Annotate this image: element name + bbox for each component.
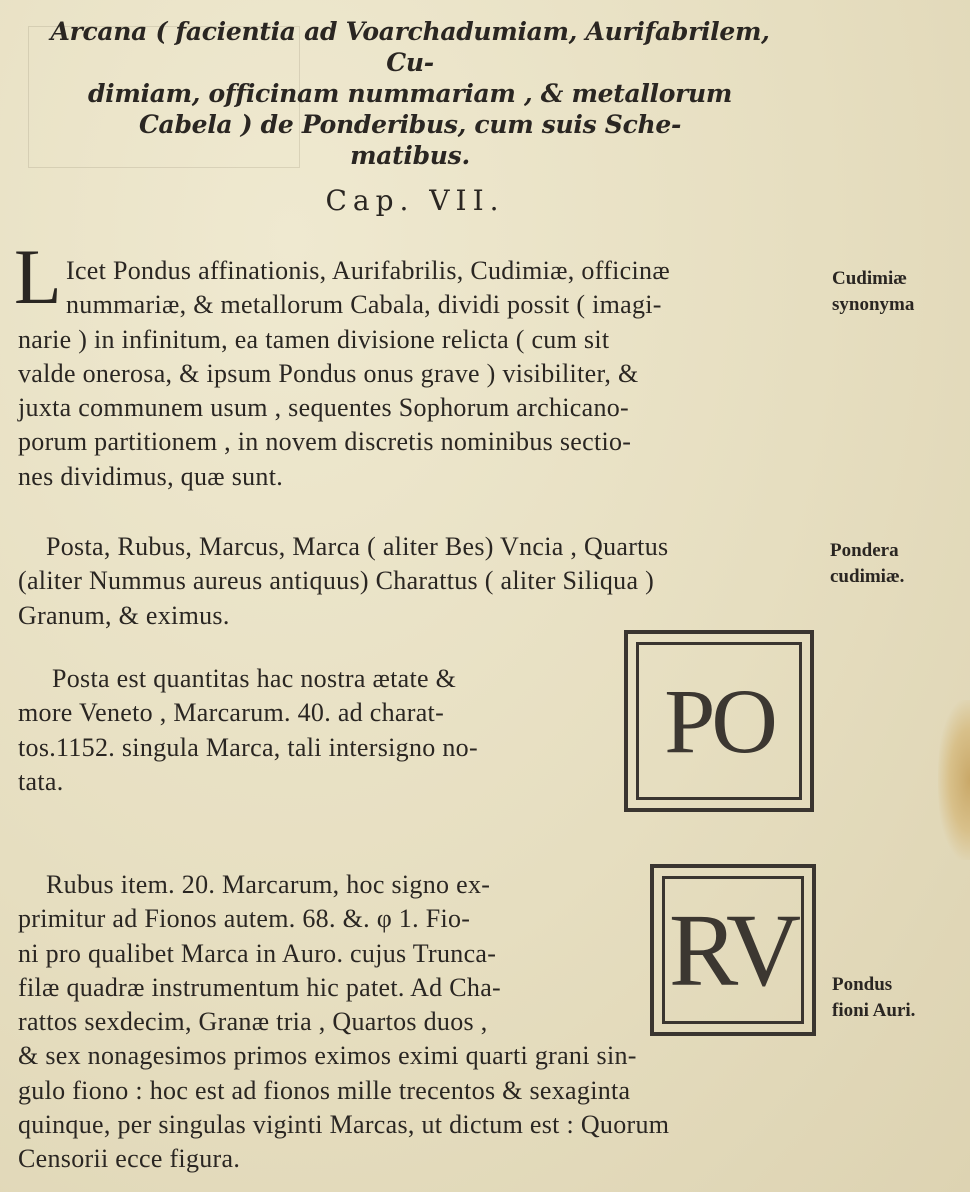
section-heading [40,16,780,171]
text-line: narie ) in infinitum, ea tamen divisione relicta ( cum sit [18,324,610,354]
margin-note-3 [832,972,915,1024]
text-line: primitur ad Fionos autem. 68. &. φ 1. Fio- [18,904,471,934]
drop-cap: L [14,233,62,320]
rubus-sign-glyph: RV [668,892,798,1008]
text-line: Rubus item. 20. Marcarum, hoc signo ex- [46,870,491,899]
text-line: nes dividimus, quæ sunt. [18,461,284,491]
margin-note-1 [832,266,914,318]
text-line: Posta est quantitas hac nostra ætate & [52,664,457,693]
text-line: (aliter Nummus aureus antiquus) Charattus ( aliter Siliqua ) [18,566,655,596]
text-line: ni pro qualibet Marca in Auro. cujus Trunca- [18,938,497,968]
paragraph-1 [18,254,670,494]
margin-note-line: Pondus [832,974,893,995]
margin-note-line: Cudimiæ [832,268,907,289]
text-line: juxta communem usum , sequentes Sophorum archicano- [18,393,630,423]
paragraph-2 [18,530,668,633]
rubus-sign-box [650,864,816,1036]
margin-note-line: Pondera [830,540,899,561]
margin-note-2 [830,538,904,590]
text-line: valde onerosa, & ipsum Pondus onus grave ) visibiliter, & [18,358,639,388]
text-line: Granum, & eximus. [18,600,230,630]
text-line: tos.1152. singula Marca, tali intersigno no- [18,732,478,762]
heading-line-4: matibus. [350,141,470,170]
paragraph-3 [18,662,478,799]
posta-sign-box [624,630,814,812]
heading-line-3: Cabela ) de Ponderibus, cum suis Sche- [138,110,682,139]
chapter-title: Cap. VII. [325,184,505,217]
margin-note-line: fioni Auri. [832,1000,916,1021]
paper-stain [938,700,970,860]
text-line: gulo fiono : hoc est ad fionos mille trecentos & sexaginta [18,1075,631,1105]
margin-note-line: synonyma [832,294,915,315]
text-line: quinque, per singulas viginti Marcas, ut dictum est : Quorum [18,1110,670,1140]
text-line: rattos sexdecim, Granæ tria , Quartos duos , [18,1007,488,1037]
heading-line-2: dimiam, officinam nummariam , & metallorum [87,79,733,108]
text-line: Censorii ecce figura. [18,1144,241,1174]
text-line: tata. [18,766,64,796]
text-line: Posta, Rubus, Marcus, Marca ( aliter Bes) Vncia , Quartus [46,532,669,561]
text-line: & sex nonagesimos primos eximos eximi quarti grani sin- [18,1041,637,1071]
margin-note-line: cudimiæ. [830,566,905,587]
text-line: filæ quadræ instrumentum hic patet. Ad Cha- [18,972,501,1002]
heading-line-1: Arcana ( facientia ad Voarchadumiam, Aurifabrilem, Cu- [50,17,770,77]
paragraph-4 [18,868,669,1177]
posta-sign-glyph: PO [664,670,774,772]
text-line: porum partitionem , in novem discretis nominibus sectio- [18,427,632,457]
text-line: Icet Pondus affinationis, Aurifabrilis, Cudimiæ, officinæ [66,256,670,285]
text-line: more Veneto , Marcarum. 40. ad charat- [18,698,445,728]
text-line: nummariæ, & metallorum Cabala, dividi possit ( imagi- [66,290,662,320]
